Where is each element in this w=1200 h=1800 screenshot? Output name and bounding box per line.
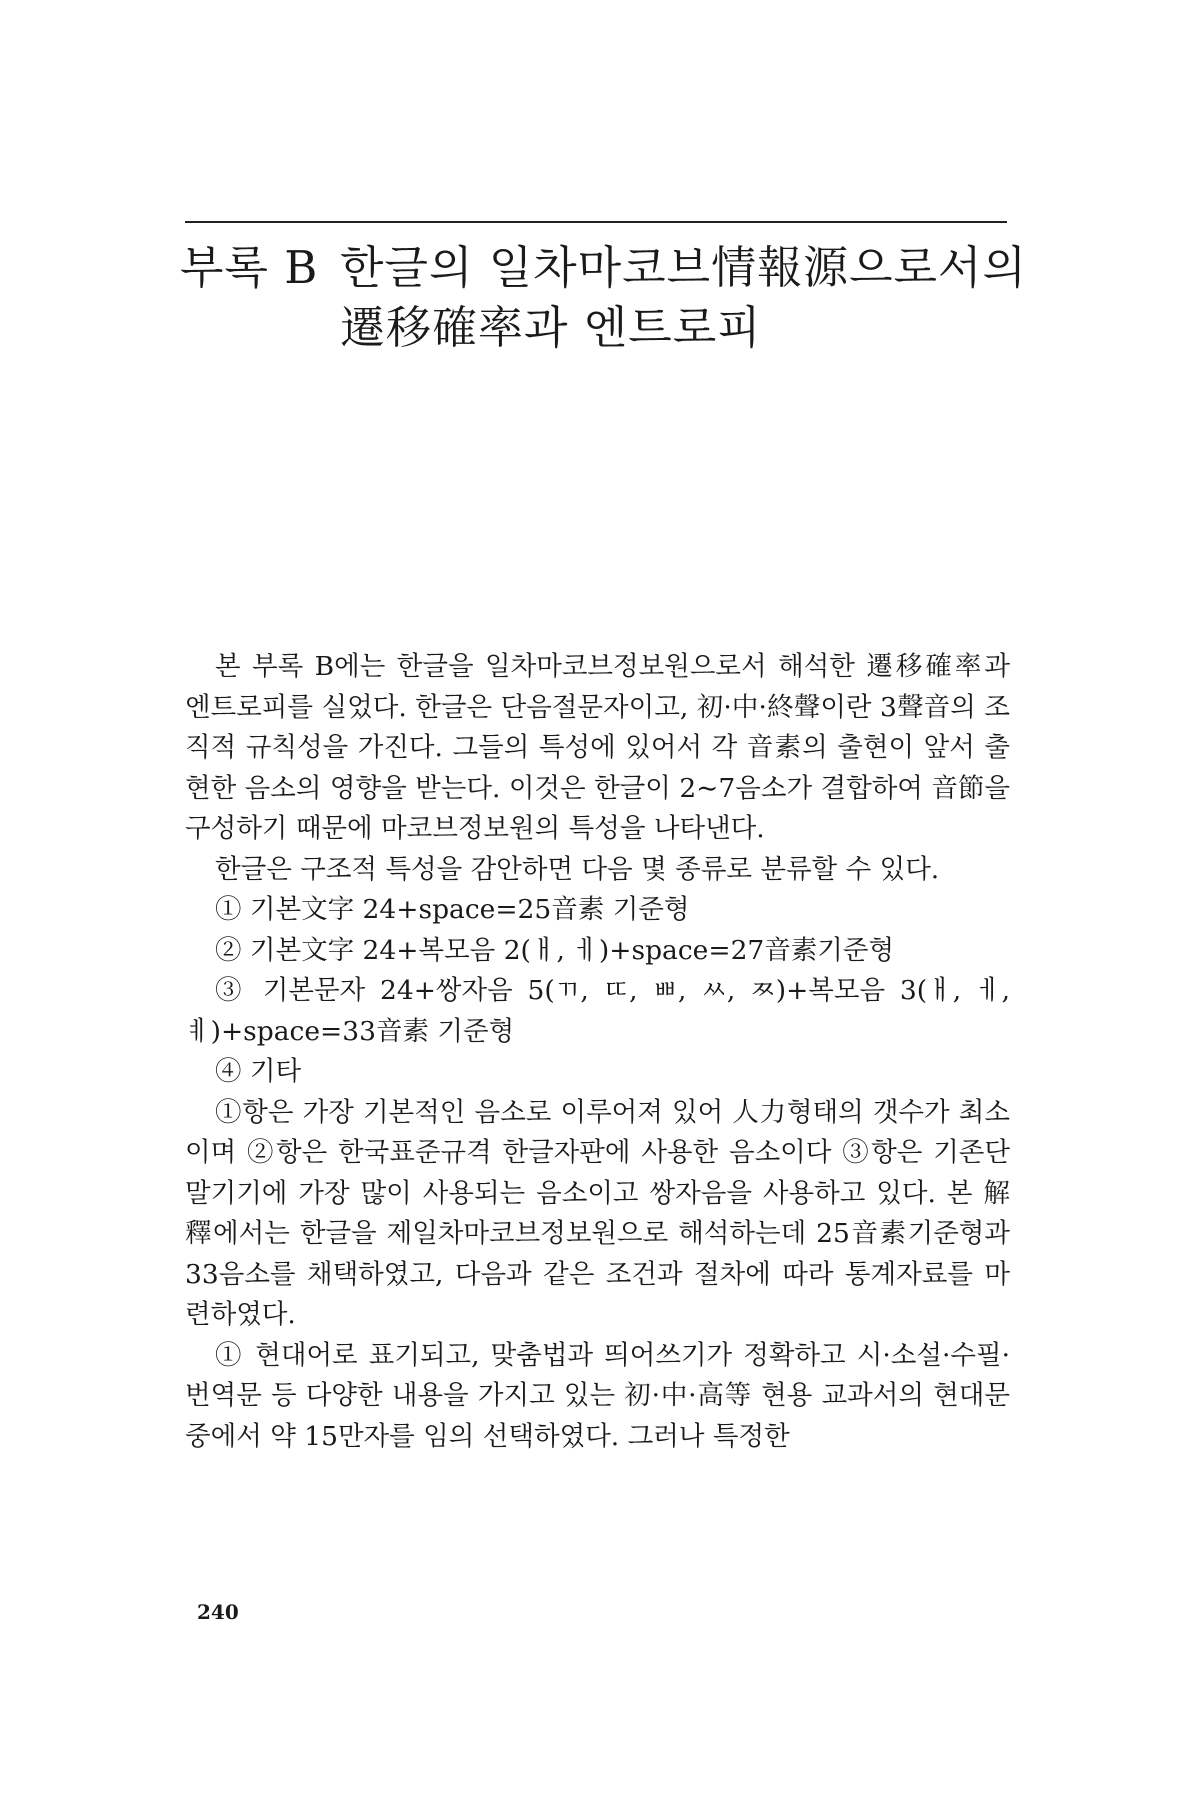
paragraph-explanation: ①항은 가장 기본적인 음소로 이루어져 있어 人力형태의 갯수가 최소이며 ②항은 한국표준규격 한글자판에 사용한 음소이다 ③항은 기존단말기기에 가장 많이 사용되는 음소이고 쌍자음을 사용하고 있다. 본 解釋에서는 한글을 제일차마코브정보원으로 해석하는데 25音素기준형과 33음소를 채택하였고, 다음과 같은 조건과 절차에 따라 통계자료를 마련하였다.	[185, 1096, 1010, 1330]
paragraph-condition-1: ① 현대어로 표기되고, 맞춤법과 띄어쓰기가 정확하고 시·소설·수필·번역문 등 다양한 내용을 가지고 있는 初·中·高等 현용 교과서의 현대문 중에서 약 15만자를 임의 선택하였다. 그러나 특정한	[185, 1339, 1010, 1452]
appendix-title	[340, 238, 1027, 358]
list-item-4: ④ 기타	[215, 1056, 302, 1087]
title-line-2: 遷移確率과 엔트로피	[340, 301, 762, 354]
appendix-label: 부록 B	[180, 241, 319, 294]
title-line-1: 한글의 일차마코브情報源으로서의	[340, 241, 1027, 294]
body-text	[185, 647, 1010, 1457]
paragraph-classification: 한글은 구조적 특성을 감안하면 다음 몇 종류로 분류할 수 있다.	[215, 853, 940, 885]
top-rule	[185, 221, 1007, 223]
list-item-3: ③ 기본문자 24+쌍자음 5(ㄲ, ㄸ, ㅃ, ㅆ, ㅉ)+복모음 3(ㅐ, ㅔ, ㅖ)+space=33音素 기준형	[185, 975, 1010, 1047]
list-item-2: ② 기본文字 24+복모음 2(ㅐ, ㅔ)+space=27音素기준형	[215, 934, 895, 966]
paragraph-intro: 본 부록 B에는 한글을 일차마코브정보원으로서 해석한 遷移確率과 엔트로피를 실었다. 한글은 단음절문자이고, 初·中·終聲이란 3聲音의 조직적 규칙성을 가진다. 그들의 특성에 있어서 각 音素의 출현이 앞서 출현한 음소의 영향을 받는다. 이것은 한글이 2∼7음소가 결합하여 音節을 구성하기 때문에 마코브정보원의 특성을 나타낸다.	[185, 651, 1010, 844]
page-number: 240	[197, 1600, 239, 1624]
list-item-1: ① 기본文字 24+space=25音素 기준형	[215, 894, 690, 925]
